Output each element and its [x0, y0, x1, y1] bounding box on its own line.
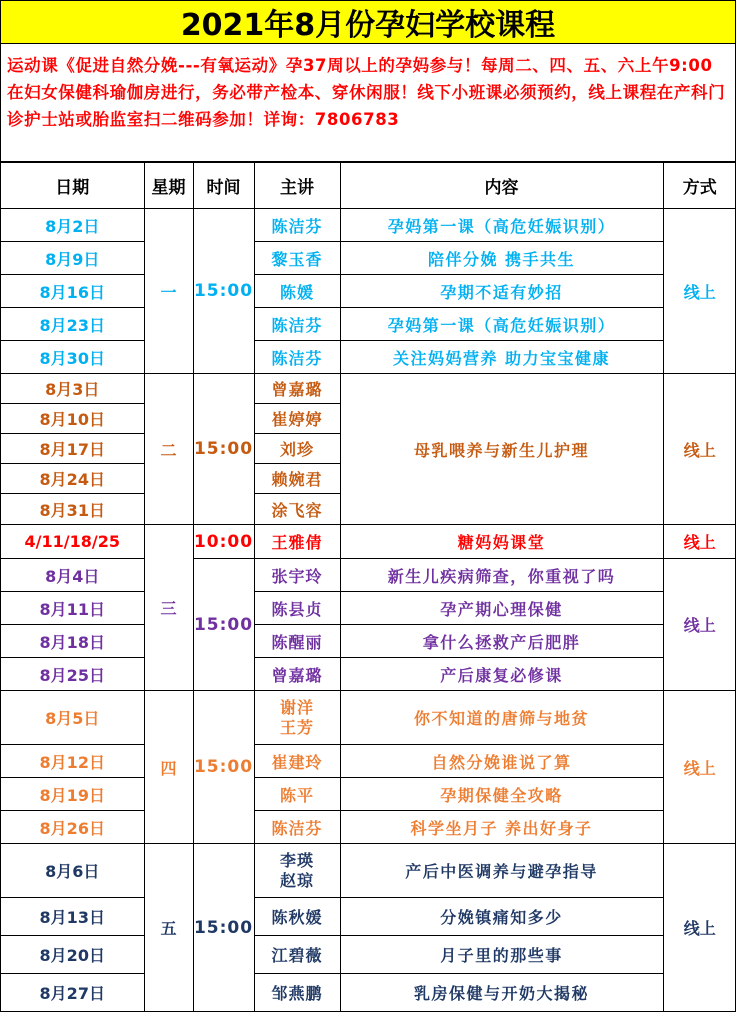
speaker-cell: 刘珍 — [254, 434, 340, 464]
speaker-name: 谢洋 — [279, 697, 314, 717]
table-row — [1, 898, 736, 936]
speaker-cell: 崔婷婷 — [254, 404, 340, 434]
time-cell: 15:00 — [193, 559, 254, 691]
content-cell: 孕期不适有妙招 — [340, 275, 663, 308]
speaker-cell: 曾嘉璐 — [254, 658, 340, 691]
time-cell: 15:00 — [193, 844, 254, 1012]
speaker-cell: 邹燕鹏 — [254, 974, 340, 1012]
table-row — [1, 242, 736, 275]
speaker-cell: 陈洁芬 — [254, 209, 340, 242]
content-cell: 孕产期心理保健 — [340, 592, 663, 625]
speaker-name: 赵琼 — [279, 870, 314, 890]
mode-cell: 线上 — [663, 374, 736, 525]
time-cell: 10:00 — [193, 525, 254, 559]
page-title: 2021年8月份孕妇学校课程 — [1, 0, 735, 44]
table-row — [1, 811, 736, 844]
date-cell: 8月31日 — [1, 494, 144, 525]
content-cell: 月子里的那些事 — [340, 936, 663, 974]
table-row — [1, 525, 736, 559]
header-speaker: 主讲 — [254, 163, 340, 209]
content-cell: 新生儿疾病筛查，你重视了吗 — [340, 559, 663, 592]
content-cell: 母乳喂养与新生儿护理 — [340, 374, 663, 525]
speaker-cell: 曾嘉璐 — [254, 374, 340, 404]
date-cell: 8月20日 — [1, 936, 144, 974]
table-row — [1, 974, 736, 1012]
content-cell: 关注妈妈营养 助力宝宝健康 — [340, 341, 663, 374]
weekday-cell: 三 — [144, 525, 193, 691]
header-mode: 方式 — [663, 163, 736, 209]
table-row — [1, 341, 736, 374]
content-cell: 陪伴分娩 携手共生 — [340, 242, 663, 275]
speaker-cell — [254, 691, 340, 745]
speaker-cell: 陈洁芬 — [254, 308, 340, 341]
date-cell: 8月23日 — [1, 308, 144, 341]
date-cell: 8月4日 — [1, 559, 144, 592]
speaker-cell: 涂飞容 — [254, 494, 340, 525]
date-cell: 8月27日 — [1, 974, 144, 1012]
speaker-cell: 陈洁芬 — [254, 811, 340, 844]
date-cell: 4/11/18/25 — [1, 525, 144, 559]
table-row — [1, 745, 736, 778]
time-cell: 15:00 — [193, 209, 254, 374]
content-cell: 你不知道的唐筛与地贫 — [340, 691, 663, 745]
table-row — [1, 936, 736, 974]
date-cell: 8月16日 — [1, 275, 144, 308]
speaker-cell: 陈媛 — [254, 275, 340, 308]
date-cell: 8月6日 — [1, 844, 144, 898]
speaker-cell: 江碧薇 — [254, 936, 340, 974]
header-date: 日期 — [1, 163, 144, 209]
mode-cell: 线上 — [663, 525, 736, 559]
content-cell: 产后康复必修课 — [340, 658, 663, 691]
speaker-cell: 陈洁芬 — [254, 341, 340, 374]
exercise-class-notice: 运动课《促进自然分娩---有氧运动》孕37周以上的孕妈参与！每周二、四、五、六上午9:00在妇女保健科瑜伽房进行，务必带产检本、穿休闲服！线下小班课必须预约，线上课程在产科门诊护士站或胎监室扫二维码参加！详询：7806783 — [1, 44, 735, 162]
weekday-cell: 五 — [144, 844, 193, 1012]
table-row — [1, 844, 736, 898]
time-cell: 15:00 — [193, 374, 254, 525]
speaker-cell: 陈平 — [254, 778, 340, 811]
header-time: 时间 — [193, 163, 254, 209]
table-row — [1, 209, 736, 242]
table-row — [1, 625, 736, 658]
header-weekday: 星期 — [144, 163, 193, 209]
table-row — [1, 559, 736, 592]
speaker-cell: 崔建玲 — [254, 745, 340, 778]
date-cell: 8月19日 — [1, 778, 144, 811]
speaker-cell: 赖婉君 — [254, 464, 340, 494]
speaker-cell: 陈县贞 — [254, 592, 340, 625]
date-cell: 8月9日 — [1, 242, 144, 275]
date-cell: 8月12日 — [1, 745, 144, 778]
speaker-cell: 陈秋媛 — [254, 898, 340, 936]
date-cell: 8月17日 — [1, 434, 144, 464]
date-cell: 8月18日 — [1, 625, 144, 658]
table-row — [1, 592, 736, 625]
weekday-cell: 四 — [144, 691, 193, 844]
table-row — [1, 778, 736, 811]
content-cell: 科学坐月子 养出好身子 — [340, 811, 663, 844]
date-cell: 8月10日 — [1, 404, 144, 434]
date-cell: 8月26日 — [1, 811, 144, 844]
speaker-cell: 张宇玲 — [254, 559, 340, 592]
time-cell: 15:00 — [193, 691, 254, 844]
date-cell: 8月13日 — [1, 898, 144, 936]
course-schedule-table — [1, 162, 736, 1012]
table-row — [1, 658, 736, 691]
table-row — [1, 275, 736, 308]
speaker-name: 王芳 — [279, 717, 314, 737]
mode-cell: 线上 — [663, 209, 736, 374]
content-cell: 自然分娩谁说了算 — [340, 745, 663, 778]
content-cell: 分娩镇痛知多少 — [340, 898, 663, 936]
table-header-row — [1, 163, 736, 209]
table-row — [1, 308, 736, 341]
content-cell: 孕妈第一课（高危妊娠识别） — [340, 209, 663, 242]
content-cell: 产后中医调养与避孕指导 — [340, 844, 663, 898]
date-cell: 8月11日 — [1, 592, 144, 625]
date-cell: 8月24日 — [1, 464, 144, 494]
mode-cell: 线上 — [663, 844, 736, 1012]
content-cell: 拿什么拯救产后肥胖 — [340, 625, 663, 658]
mode-cell: 线上 — [663, 559, 736, 691]
speaker-name: 李瑛 — [279, 850, 314, 870]
content-cell: 孕妈第一课（高危妊娠识别） — [340, 308, 663, 341]
speaker-cell: 王雅倩 — [254, 525, 340, 559]
date-cell: 8月25日 — [1, 658, 144, 691]
speaker-cell — [254, 844, 340, 898]
table-row — [1, 374, 736, 404]
content-cell: 孕期保健全攻略 — [340, 778, 663, 811]
date-cell: 8月2日 — [1, 209, 144, 242]
date-cell: 8月5日 — [1, 691, 144, 745]
weekday-cell: 二 — [144, 374, 193, 525]
speaker-cell: 陈醒丽 — [254, 625, 340, 658]
mode-cell: 线上 — [663, 691, 736, 844]
content-cell: 糖妈妈课堂 — [340, 525, 663, 559]
date-cell: 8月30日 — [1, 341, 144, 374]
header-content: 内容 — [340, 163, 663, 209]
table-row — [1, 691, 736, 745]
content-cell: 乳房保健与开奶大揭秘 — [340, 974, 663, 1012]
speaker-cell: 黎玉香 — [254, 242, 340, 275]
weekday-cell: 一 — [144, 209, 193, 374]
date-cell: 8月3日 — [1, 374, 144, 404]
